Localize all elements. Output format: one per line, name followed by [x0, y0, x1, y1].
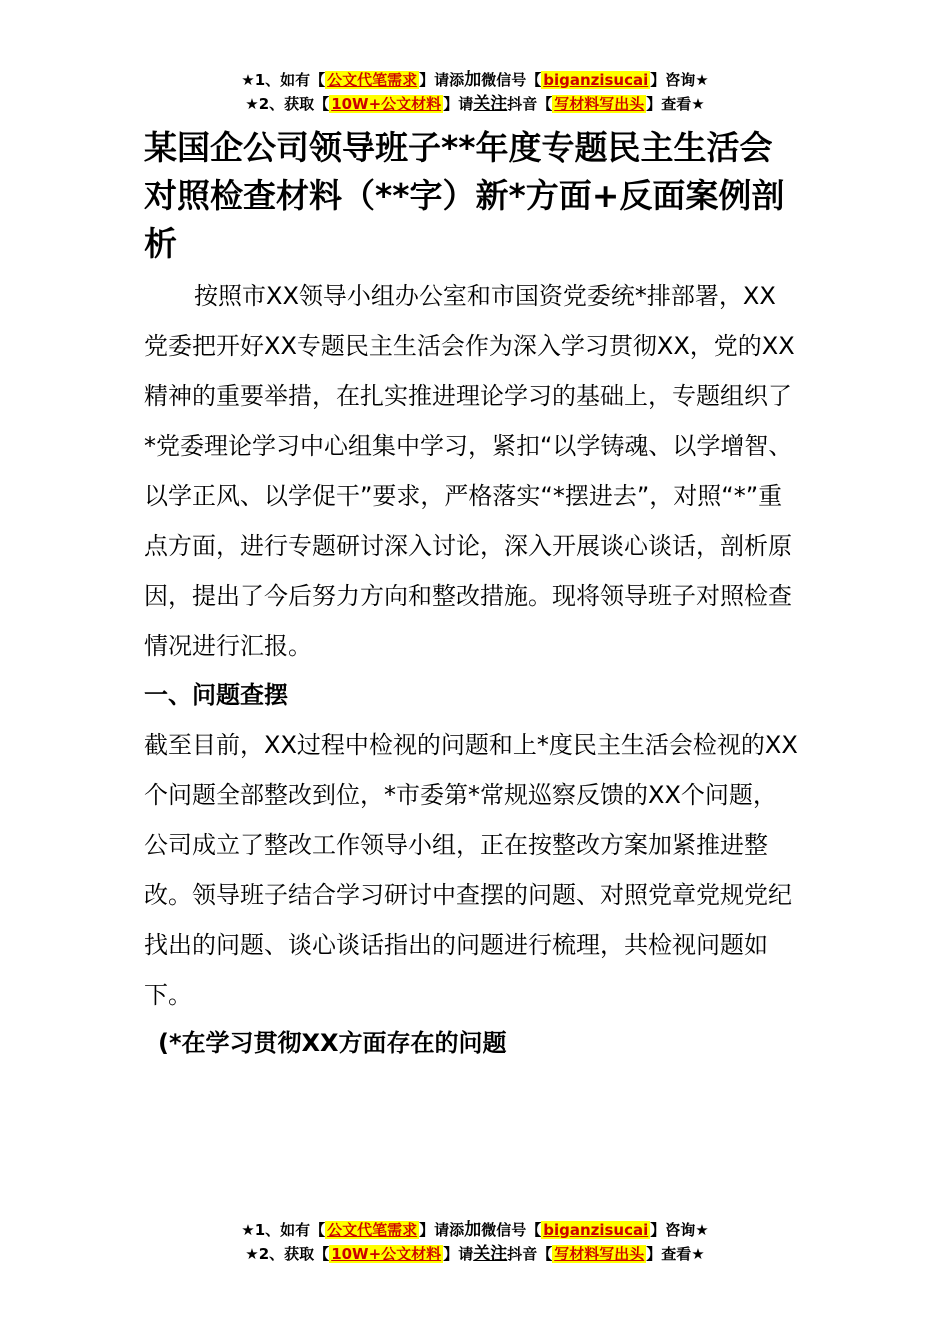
highlight-douyin-id: 写材料写出头: [554, 1245, 645, 1263]
highlight-service: 公文代笔需求: [327, 71, 418, 89]
banner-line-2: ★2、获取【 10W+公文材料 】请关注抖音【 写材料写出头 】查看★: [245, 94, 705, 114]
highlight-materials: 10W+公文材料: [331, 1245, 442, 1263]
highlight-wechat-id: biganzisucai: [543, 1221, 649, 1239]
problem-paragraph: 截至目前，XX过程中检视的问题和上*度民主生活会检视的XX个问题全部整改到位，*市委第*常规巡察反馈的XX个问题，公司成立了整改工作领导小组，正在按整改方案加紧推进整改。领导班子结合学习研讨中查摆的问题、对照党章党规党纪找出的问题、谈心谈话指出的问题进行梳理，共检视问题如下。: [144, 731, 798, 1009]
banner-line-2: ★2、获取【 10W+公文材料 】请关注抖音【 写材料写出头 】查看★: [245, 1244, 705, 1264]
banner-line-1: ★1、如有【 公文代笔需求 】请添加微信号【 biganzisucai 】咨询★: [241, 70, 709, 90]
bottom-banner: [0, 1218, 950, 1266]
document-title: 某国企公司领导班子**年度专题民主生活会对照检查材料（**字）新*方面+反面案例剖析: [144, 128, 785, 263]
section-heading-1: 一、问题查摆: [144, 681, 288, 709]
highlight-materials: 10W+公文材料: [331, 95, 442, 113]
highlight-douyin-id: 写材料写出头: [554, 95, 645, 113]
highlight-wechat-id: biganzisucai: [543, 71, 649, 89]
highlight-service: 公文代笔需求: [327, 1221, 418, 1239]
intro-paragraph: 按照市XX领导小组办公室和市国资党委统*排部署，XX党委把开好XX专题民主生活会作为深入学习贯彻XX，党的XX精神的重要举措，在扎实推进理论学习的基础上，专题组织了*党委理论学习中心组集中学习，紧扣“以学铸魂、以学增智、以学正风、以学促干”要求，严格落实“*摆进去”，对照“*”重点方面，进行专题研讨深入讨论，深入开展谈心谈话，剖析原因，提出了今后努力方向和整改措施。现将领导班子对照检查情况进行汇报。: [144, 282, 795, 660]
subsection-heading-1: (*在学习贯彻XX方面存在的问题: [158, 1029, 507, 1057]
top-banner: [0, 68, 950, 116]
banner-line-1: ★1、如有【 公文代笔需求 】请添加微信号【 biganzisucai 】咨询★: [241, 1220, 709, 1240]
